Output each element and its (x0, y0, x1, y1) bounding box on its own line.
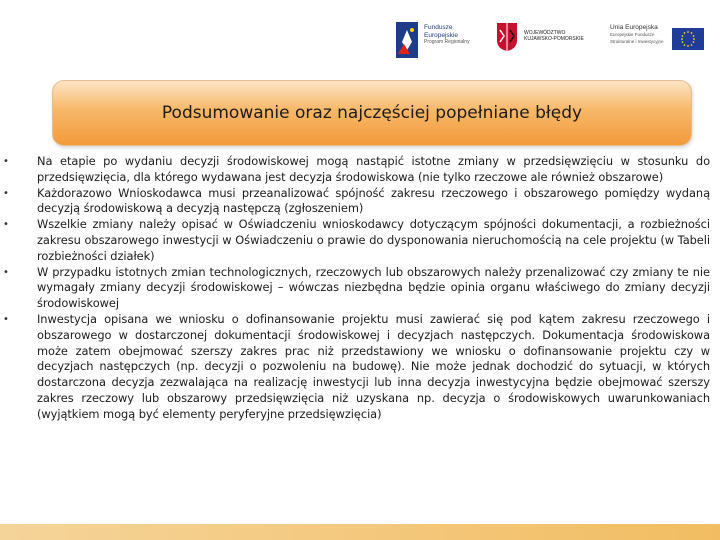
list-item-text: Każdorazowo Wnioskodawca musi przeanalizować spójność zakresu rzeczowego i obszarowego pomiędzy wydaną decyzją środowiskową a decyzją następczą (zgłoszeniem) (37, 185, 710, 216)
ue-line3: Strukturalne i Inwestycyjne (610, 39, 664, 44)
fe-line2: Europejskie (424, 31, 458, 39)
eu-flag-icon (672, 28, 704, 50)
fe-flag-icon (396, 22, 418, 58)
bullet-icon: • (3, 156, 9, 167)
title-box (52, 80, 692, 146)
fundusze-europejskie-logo (396, 18, 476, 62)
bullet-icon: • (3, 266, 9, 278)
list-item-text: Wszelkie zmiany należy opisać w Oświadczeniu wnioskodawcy dotyczącym spójności dokumentacji, a rozbieżności zakresu obszarowego inwestycji w Oświadczeniu o prawie do dysponowania nieruchomością na cele projektu (w Tabeli rozbieżności działek) (37, 217, 710, 263)
ue-line2: Europejskie Fundusze (610, 32, 655, 37)
list-item-text: Na etapie po wydaniu decyzji środowiskowej mogą nastąpić istotne zmiany w przedsięwzięciu w stosunku do przedsięwzięcia, dla którego wydawana jest decyzja środowiskowa (nie tylko rzeczowe ale również obszarowe) (37, 154, 710, 184)
bottom-band (0, 524, 720, 540)
fe-line3: Program Regionalny (424, 39, 470, 45)
wk-line1: WOJEWÓDZTWO (524, 30, 566, 36)
bullet-icon: • (3, 219, 9, 231)
bullet-icon: • (3, 313, 9, 325)
list-item (3, 154, 710, 186)
coat-of-arms-icon (496, 22, 518, 52)
list-item (3, 311, 710, 423)
page-title: Podsumowanie oraz najczęściej popełniane błędy (161, 103, 583, 123)
wk-line2: KUJAWSKO-POMORSKIE (524, 36, 584, 42)
unia-europejska-logo (610, 22, 708, 62)
list-item (3, 264, 710, 312)
bullet-icon: • (3, 187, 9, 199)
list-item-text: W przypadku istotnych zmian technologicznych, rzeczowych lub obszarowych należy przenalizować czy zmiany te nie wymagały zmiany decyzji środowiskowej – wówczas niezbędna będzie opinia organu właściwego do zmiany decyzji środowiskowej (37, 264, 710, 311)
ue-line1: Unia Europejska (610, 24, 658, 31)
list-item-text: Inwestycja opisana we wniosku o dofinansowanie projektu musi zawierać się pod kątem zakresu rzeczowego i obszarowego w dostarczonej dokumentacji środowiskowej i decyzjach następczych. Dokumentacja środowiskowa może zatem obejmować szerszy zakres prac niż przedstawiony we wniosku o dofinansowanie projektu czy w decyzjach następczych (np. decyzji o pozwoleniu na budowę). Nie może jednak dochodzić do sytuacji, w których dostarczona decyzja zezwalająca na realizację inwestycji lub inna decyzja inwestycyjna będzie obejmować szerszy zakres rzeczowy lub obszarowy przedsięwzięcia niż uzyskana np. decyzja o środowiskowych uwarunkowaniach (wyjątkiem mogą być elementy peryferyjne przedsięwzięcia) (37, 311, 710, 421)
list-item (3, 185, 710, 218)
logo-bar (388, 14, 710, 66)
list-item (3, 217, 710, 264)
wojewodztwo-logo (496, 20, 586, 60)
fe-line1: Fundusze (424, 24, 453, 31)
bullet-list (3, 154, 710, 423)
